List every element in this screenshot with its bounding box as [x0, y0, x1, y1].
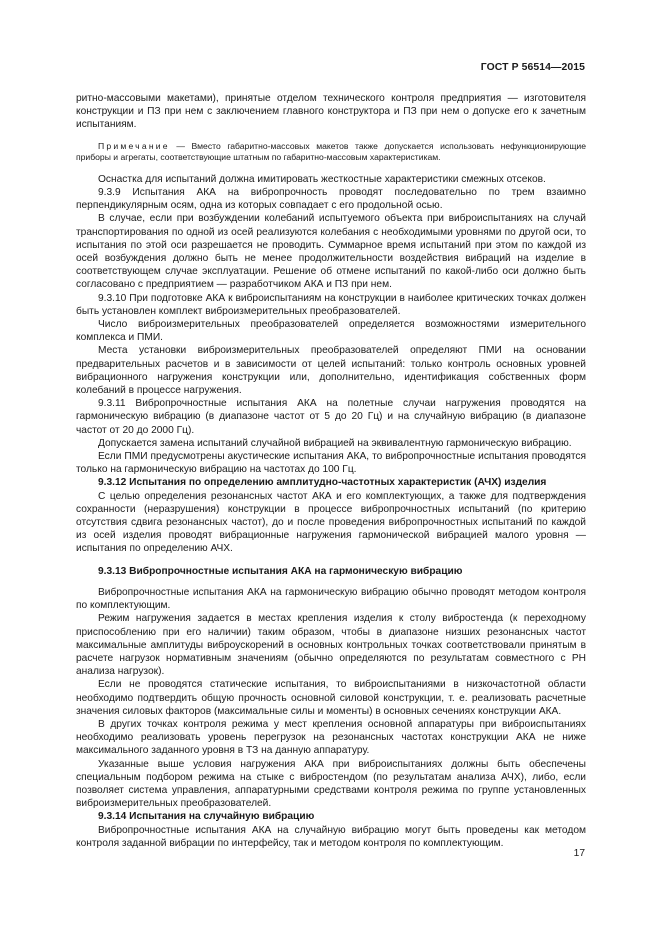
note-text: — Вместо габаритно-массовых макетов также допускается использовать нефункционирующие приборы и агрегаты, соответствующие штатным по габаритно-массовым характеристикам. — [76, 140, 586, 163]
paragraph: ритно-массовыми макетами), принятые отделом технического контроля предприятия — изготовителя конструкции и ПЗ при нем с заключением главного конструктора и ПЗ при нем о допуске его к зачетным испытаниям. — [76, 93, 586, 131]
paragraph: Указанные выше условия нагружения АКА при виброиспытаниях должны быть обеспечены специальным подбором режима на стыке с вибростендом (по результатам анализа АЧХ), либо, если позволяет система управления, аппаратурными средствами контроля режима по группе установленных виброизмерительных преобразователей. — [76, 758, 586, 810]
paragraph: Места установки виброизмерительных преобразователей определяют ПМИ на основании предварительных расчетов и в зависимости от целей испытаний: только контроль основных уровней вибрационного нагружения конструкции или, дополнительно, идентификация собственных форм колебаний в процессе нагружения. — [76, 345, 586, 397]
document-code-header: ГОСТ Р 56514—2015 — [480, 62, 585, 73]
paragraph: Режим нагружения задается в местах крепления изделия к столу вибростенда (к переходному приспособлению при его наличии) таким образом, чтобы в диапазоне низших резонансных частот максимальные амплитуды виброускорений в основных контрольных точках соответствовали принятым в расчете нагрузок нормативным значениям (обычно определяются по результатам совместного с РН анализа нагрузок). — [76, 613, 586, 678]
note-label: Примечание — [98, 140, 170, 151]
paragraph: Число виброизмерительных преобразователей определяется возможностями измерительного комплекса и ПМИ. — [76, 319, 586, 344]
section-heading-9-3-14: 9.3.14 Испытания на случайную вибрацию — [98, 811, 315, 823]
paragraph: В других точках контроля режима у мест крепления основной аппаратуры при виброиспытаниях необходимо реализовать уровень перегрузок на резонансных частотах конструкции АКА не ниже максимального заданного уровня в ТЗ на данную аппаратуру. — [76, 718, 586, 757]
paragraph: Вибропрочностные испытания АКА на случайную вибрацию могут быть проведены как методом контроля заданной вибрации по интерфейсу, так и методом контроля по комплектующим. — [76, 824, 586, 849]
paragraph-9-3-9: 9.3.9 Испытания АКА на вибропрочность проводят последовательно по трем взаимно перпендикулярным осям, одна из которых совпадает с его продольной осью. — [76, 187, 586, 212]
paragraph: Оснастка для испытаний должна имитировать жесткостные характеристики смежных отсеков. — [98, 173, 546, 185]
section-heading-9-3-12: 9.3.12 Испытания по определению амплитудно-частотных характеристик (АЧХ) изделия — [98, 477, 547, 489]
paragraph: Вибропрочностные испытания АКА на гармоническую вибрацию обычно проводят методом контроля по комплектующим. — [76, 586, 586, 612]
note — [76, 141, 586, 164]
paragraph: Если не проводятся статические испытания, то виброиспытаниями в низкочастотной области необходимо подтвердить общую прочность основной силовой конструкции, т. е. реализовать расчетные значения силовых факторов (максимальные силы и моменты) в основных сечениях конструкции АКА. — [76, 679, 586, 717]
paragraph-9-3-11: 9.3.11 Вибропрочностные испытания АКА на полетные случаи нагружения проводятся на гармоническую вибрацию (в диапазоне частот от 5 до 20 Гц) и на случайную вибрацию (в диапазоне частот от 20 до 2000 Гц). — [76, 398, 586, 436]
page-number: 17 — [573, 848, 585, 859]
section-heading-9-3-13: 9.3.13 Вибропрочностные испытания АКА на гармоническую вибрацию — [98, 565, 463, 577]
paragraph: В случае, если при возбуждении колебаний испытуемого объекта при виброиспытаниях на случай транспортирования по одной из осей реализуются колебания с необходимыми уровнями по другой оси, то испытания по этой оси разрешается не проводить. Суммарное время испытаний при этом по каждой из осей возбуждения должно быть не менее продолжительности воздействия вибраций на изделие в соответствующем случае эксплуатации. Решение об отмене испытаний по какой-либо оси должно быть согласовано с предприятием — разработчиком АКА и ПЗ при нем. — [76, 213, 586, 291]
document-body — [76, 92, 586, 850]
paragraph-9-3-10: 9.3.10 При подготовке АКА к виброиспытаниям на конструкции в наиболее критических точках должен быть установлен комплект виброизмерительных преобразователей. — [76, 292, 586, 317]
paragraph: Если ПМИ предусмотрены акустические испытания АКА, то вибропрочностные испытания проводятся только на гармоническую вибрацию на частотах до 100 Гц. — [76, 451, 586, 476]
paragraph: С целью определения резонансных частот АКА и его комплектующих, а также для подтверждения сохранности (неразрушения) конструкции в процессе вибропрочностных испытаний (по критерию отсутствия сдвига резонансных частот), до и после проведения вибропрочностных испытаний по каждой из осей изделия проводят вибрационные нагружения гармонической вибрацией малого уровня — испытания по определению АЧХ. — [76, 490, 586, 555]
paragraph: Допускается замена испытаний случайной вибрацией на эквивалентную гармоническую вибрацию. — [98, 437, 572, 449]
